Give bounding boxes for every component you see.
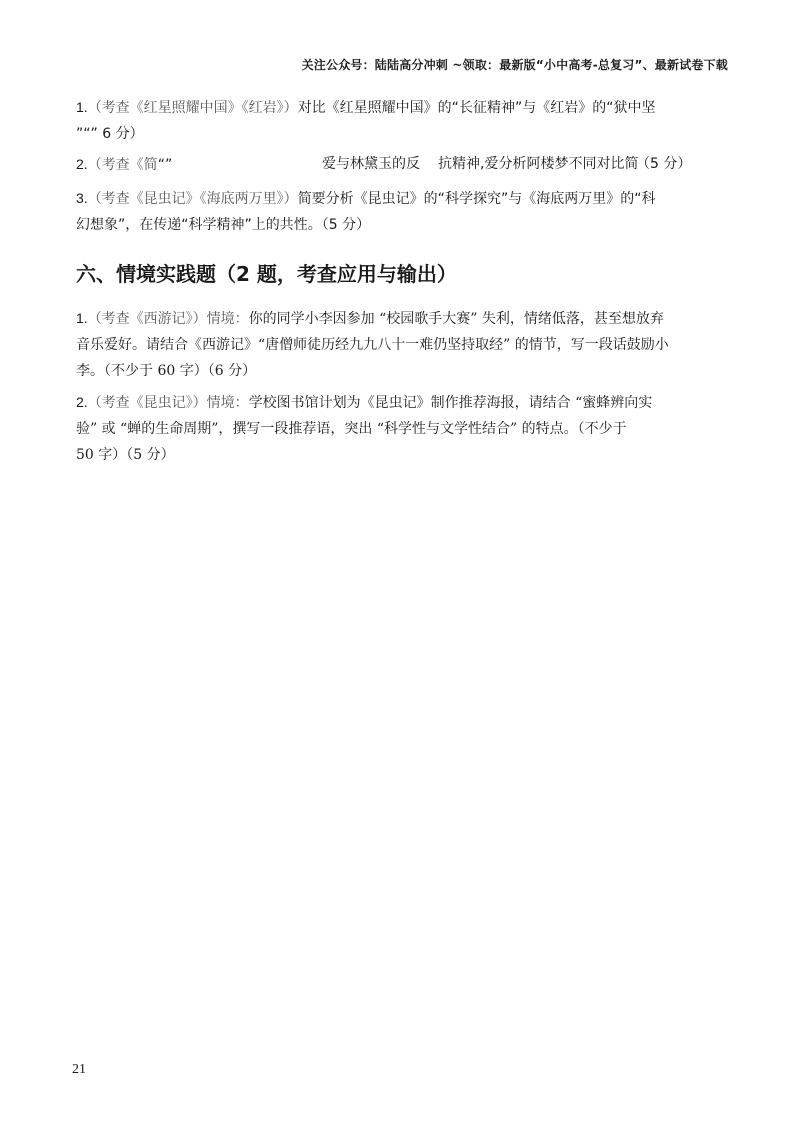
question-6-2 <box>76 389 726 468</box>
question-text-cont: ”“” 6 分） <box>76 126 144 142</box>
question-5-1 <box>76 94 726 147</box>
question-tag: （考查《简 <box>87 157 158 173</box>
question-number: 2. <box>76 156 88 172</box>
question-text: 学校图书馆计划为《昆虫记》制作推荐海报，请结合 “蜜蜂辨向实 <box>248 395 653 411</box>
question-number: 1. <box>76 310 88 326</box>
question-5-3 <box>76 185 726 238</box>
question-number: 3. <box>76 190 88 206</box>
question-text: 简要分析《昆虫记》的“科学探究”与《海底两万里》的“科 <box>297 191 656 207</box>
page-header: 关注公众号：陆陆高分冲刺 ~领取：最新版“小中高考-总复习”、最新试卷下载 <box>301 58 728 72</box>
question-text-overlap: 抗精神,爱分析阿楼梦不同对比简 <box>438 156 639 172</box>
question-text: 你的同学小李因参加 “校园歌手大赛” 失利，情绪低落，甚至想放弃 <box>248 311 664 327</box>
question-number: 1. <box>76 99 88 115</box>
question-text-cont: 幻想象”，在传递“科学精神”上的共性。（5 分） <box>76 217 371 233</box>
question-number: 2. <box>76 394 88 410</box>
question-tag-tail: “” <box>157 157 173 173</box>
question-tag: （考查《昆虫记》）情境： <box>87 395 249 411</box>
question-text-cont: 音乐爱好。请结合《西游记》“唐僧师徒历经九九八十一难仍坚持取经” 的情节，写一段话鼓励小 <box>76 337 669 353</box>
page-number: 21 <box>72 1062 86 1077</box>
question-text-cont: 李。（不少于 60 字）（6 分） <box>76 363 257 379</box>
question-5-2 <box>76 151 726 178</box>
question-score: （5 分） <box>636 156 692 172</box>
question-text-fragment: 爱与林黛玉的反 <box>322 156 420 172</box>
question-tag: （考查《昆虫记》《海底两万里》） <box>87 191 298 207</box>
question-6-1 <box>76 305 726 384</box>
question-tag: （考查《西游记》）情境： <box>87 311 249 327</box>
question-text-cont: 验” 或 “蝉的生命周期”，撰写一段推荐语，突出 “科学性与文学性结合” 的特点。（不少于 <box>76 421 627 437</box>
section-title: 六、情境实践题（2 题，考查应用与输出） <box>76 262 457 286</box>
question-tag: （考查《红星照耀中国》《红岩》） <box>87 100 298 116</box>
question-text: 对比《红星照耀中国》的“长征精神”与《红岩》的“狱中坚 <box>297 100 656 116</box>
question-text-cont: 50 字）（5 分） <box>76 447 175 463</box>
